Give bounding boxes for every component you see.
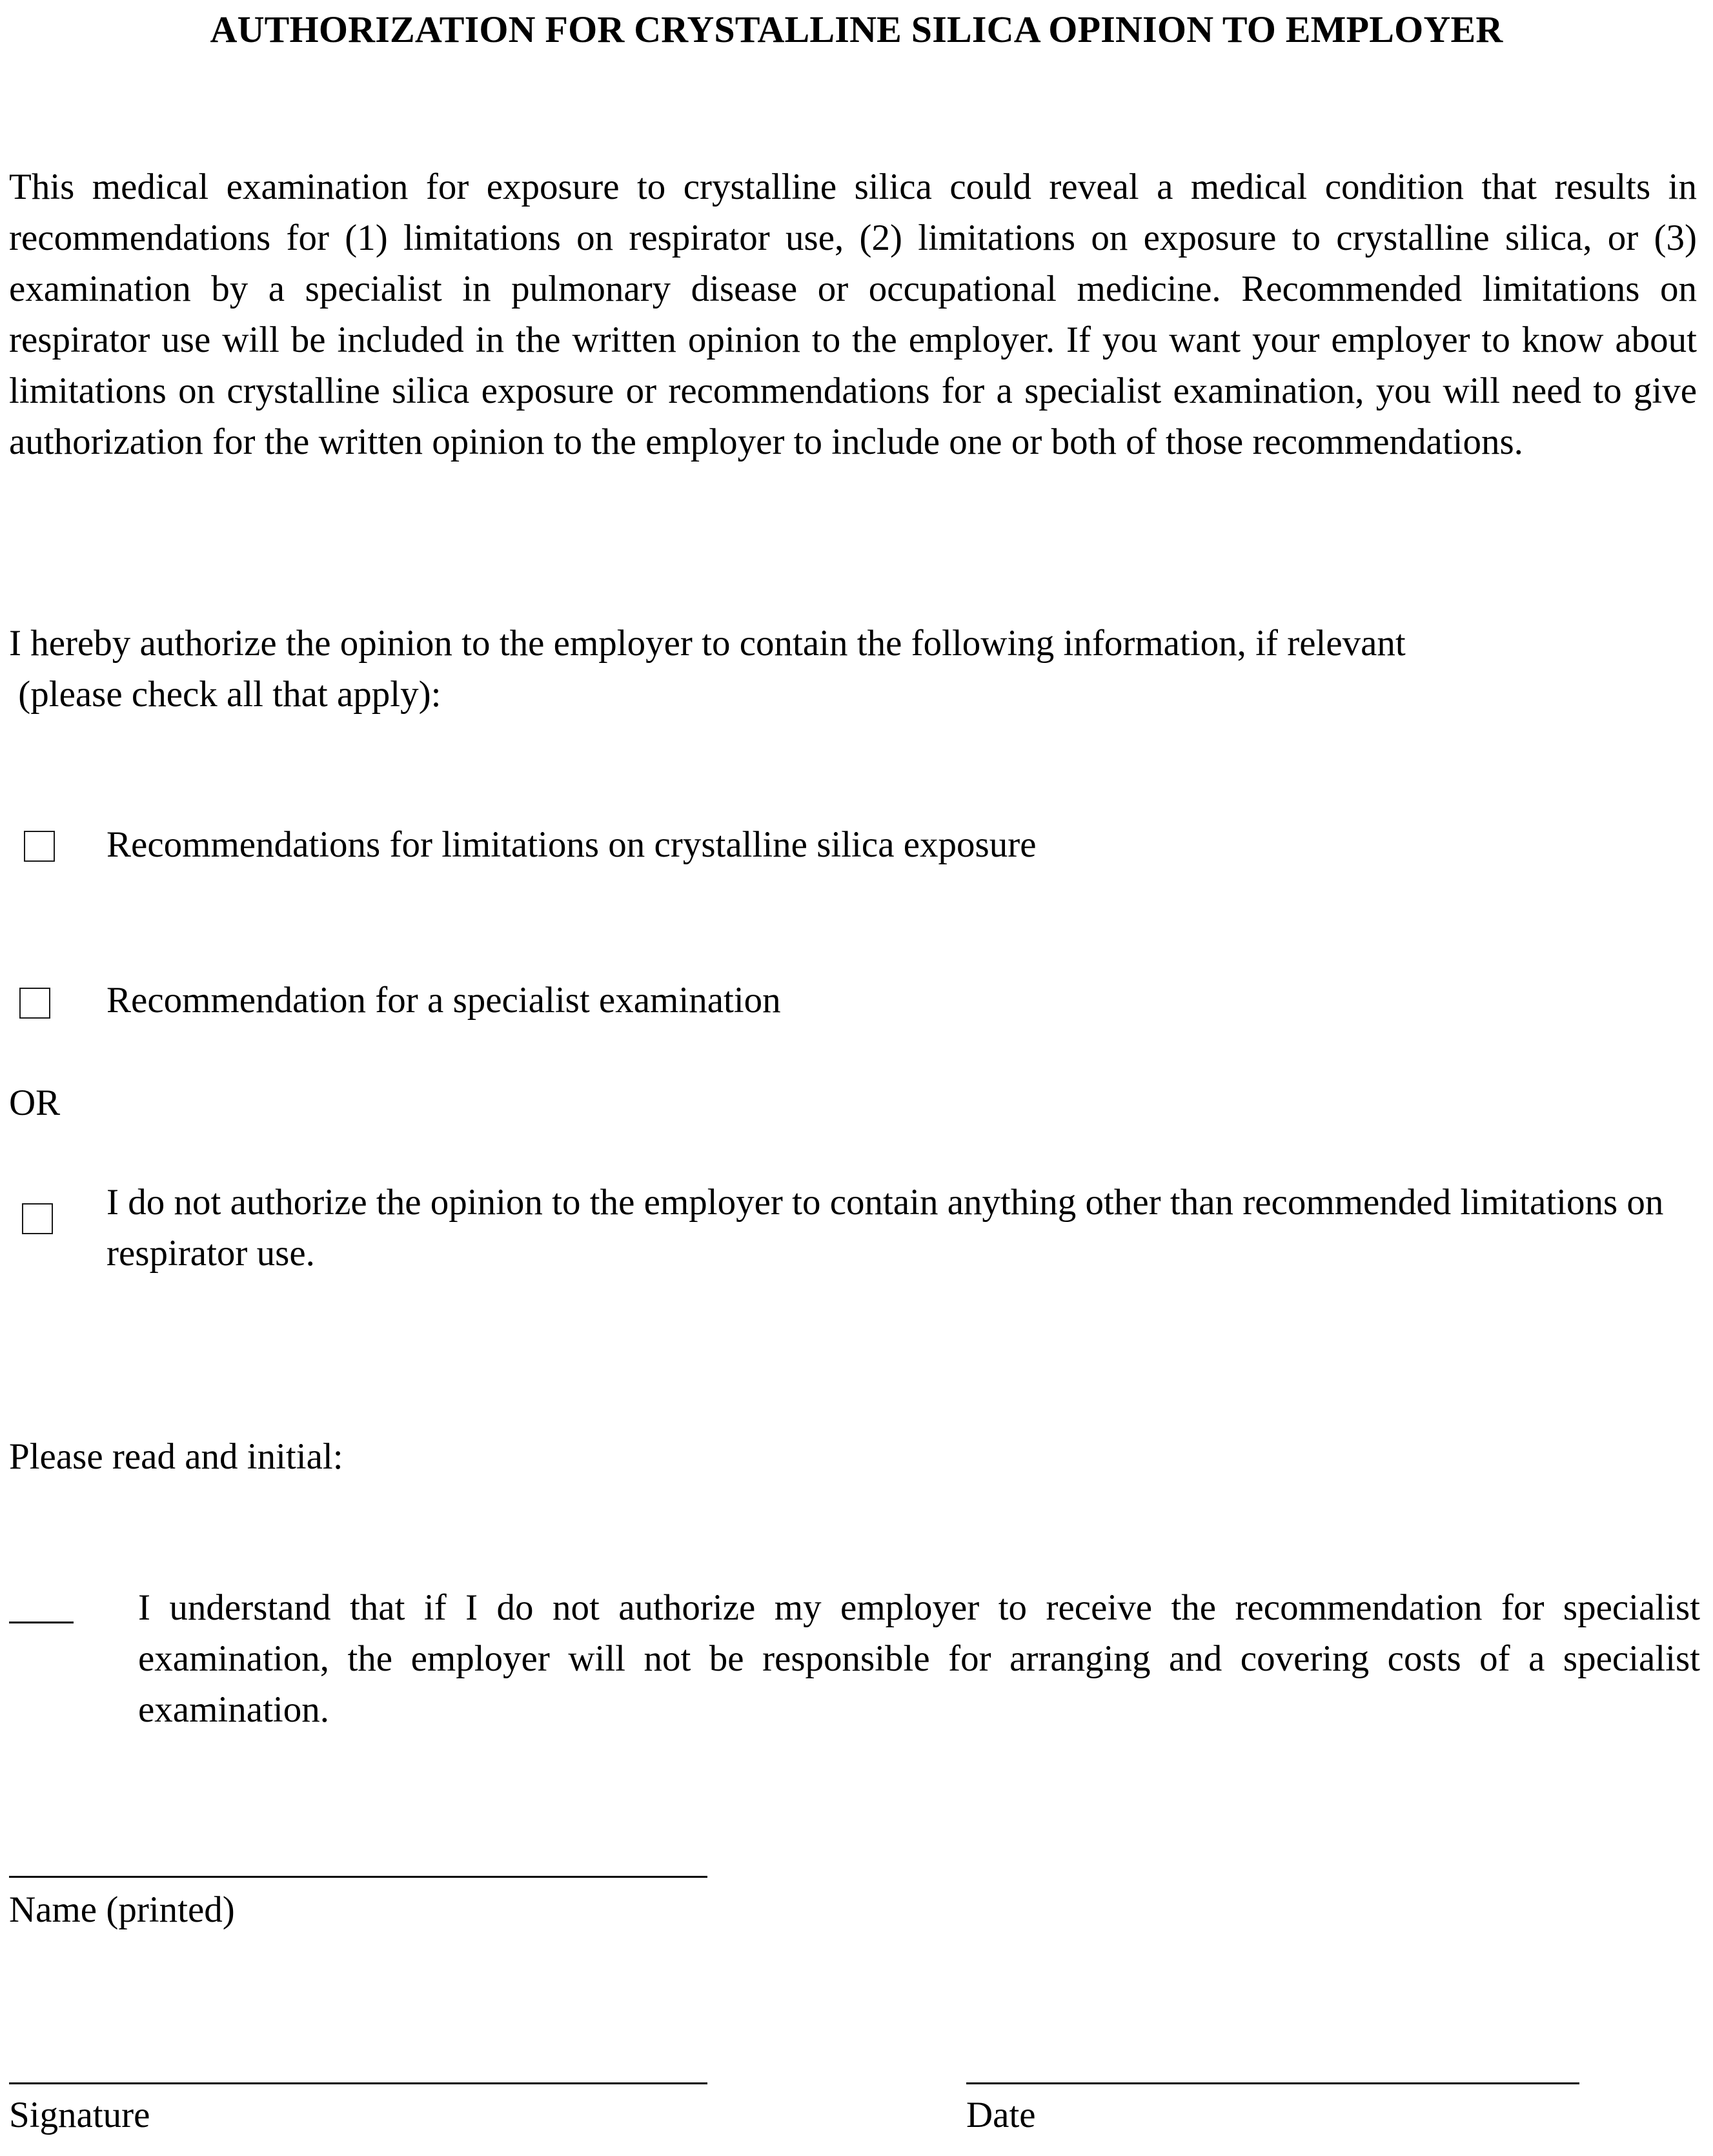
specialist-examination-checkbox[interactable] bbox=[19, 988, 50, 1019]
form-title: AUTHORIZATION FOR CRYSTALLINE SILICA OPINION TO EMPLOYER bbox=[210, 8, 1503, 50]
or-separator: OR bbox=[9, 1083, 61, 1123]
acknowledgment-text: I understand that if I do not authorize my employer to receive the recommendation for specialist examination, the employer will not be responsible for arranging and covering costs of a specialist examination. bbox=[138, 1587, 1700, 1730]
specialist-examination-label: Recommendation for a specialist examination bbox=[106, 980, 781, 1021]
silica-exposure-limitations-label: Recommendations for limitations on crystalline silica exposure bbox=[106, 824, 1037, 865]
name-printed-label: Name (printed) bbox=[9, 1889, 235, 1930]
date-label: Date bbox=[966, 2095, 1036, 2135]
date-field[interactable] bbox=[966, 2082, 1579, 2084]
intro-paragraph: This medical examination for exposure to crystalline silica could reveal a medical condition that results in recommendations for (1) limitations on respirator use, (2) limitations on exposure to crystalline silica, or (3) examination by a specialist in pulmonary disease or occupational medicine. Recommended limitations on respirator use will be included in the written opinion to the employer. If you want your employer to know about limitations on crystalline silica exposure or recommendations for a specialist examination, you will need to give authorization for the written opinion to the employer to include one or both of those recommendations. bbox=[9, 167, 1697, 462]
authorize-statement: I hereby authorize the opinion to the employer to contain the following information, if relevant (please check all that apply): bbox=[9, 623, 1406, 715]
signature-field[interactable] bbox=[9, 2082, 707, 2084]
no-authorization-checkbox[interactable] bbox=[22, 1203, 53, 1234]
name-printed-field[interactable] bbox=[9, 1876, 707, 1878]
no-authorization-label: I do not authorize the opinion to the employer to contain anything other than recommended limitations on respirator use. bbox=[106, 1182, 1664, 1274]
silica-exposure-limitations-checkbox[interactable] bbox=[24, 831, 55, 862]
signature-label: Signature bbox=[9, 2095, 150, 2135]
initial-field[interactable] bbox=[9, 1622, 74, 1623]
initial-prompt: Please read and initial: bbox=[9, 1436, 343, 1477]
